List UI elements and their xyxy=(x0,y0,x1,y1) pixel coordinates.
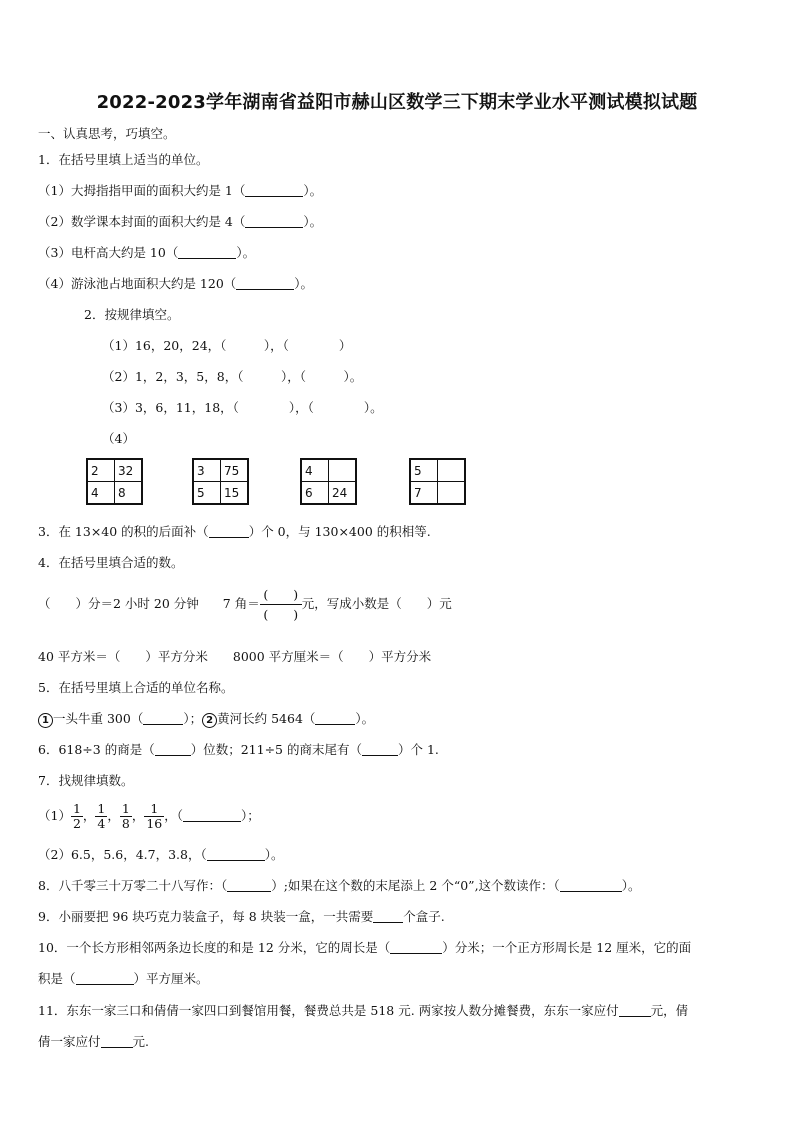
answer-blank[interactable] xyxy=(155,742,191,756)
answer-blank[interactable] xyxy=(143,711,183,725)
fraction: $\frac{1}{2}$ xyxy=(72,801,81,831)
question-6: 6．618÷3 的商是（ ）位数；211÷5 的商末尾有（ ）个 1. xyxy=(38,742,439,757)
answer-blank[interactable] xyxy=(236,276,294,290)
grid-cell: 7 xyxy=(410,482,438,505)
grid-cell: 15 xyxy=(221,482,249,505)
grid-cell-blank[interactable] xyxy=(438,482,466,505)
grid-cell-blank[interactable] xyxy=(329,459,357,482)
question-1-item-2: （2）数学课本封面的面积大约是 4（ ）。 xyxy=(38,214,323,229)
circled-one-icon: 1 xyxy=(38,713,53,728)
question-10-line-1: 10．一个长方形相邻两条边长度的和是 12 分米，它的周长是（ ）分米；一个正方形周长是 12 厘米，它的面 xyxy=(38,940,692,955)
grid-cell: 6 xyxy=(301,482,329,505)
question-2-item-3: （3）3，6，11，18，（ ），（ ）。 xyxy=(102,400,383,415)
question-2-stem: 2．按规律填空。 xyxy=(84,307,180,322)
question-5-items: 1 一头牛重 300（ ）； 2 黄河长约 5464（ ）。 xyxy=(38,709,374,728)
answer-blank[interactable] xyxy=(207,847,265,861)
question-3: 3．在 13×40 的积的后面补（ ）个 0，与 130×400 的积相等. xyxy=(38,524,431,539)
fraction-blank[interactable]: ( ) ( ) xyxy=(260,585,302,624)
question-2-item-2: （2）1，2，3，5，8，（ ），（ ）。 xyxy=(102,369,363,384)
question-2-item-1: （1）16，20，24，（ ），（ ） xyxy=(102,338,352,353)
question-7-stem: 7．找规律填数。 xyxy=(38,773,134,788)
fraction: $\frac{1}{8}$ xyxy=(121,801,130,831)
grid-cell: 32 xyxy=(115,459,143,482)
question-5-stem: 5．在括号里填上合适的单位名称。 xyxy=(38,680,234,695)
grid-cell-blank[interactable] xyxy=(438,459,466,482)
answer-blank[interactable] xyxy=(183,808,241,822)
question-1-item-4: （4）游泳池占地面积大约是 120（ ）。 xyxy=(38,276,314,291)
number-grid-4 xyxy=(409,458,466,505)
answer-blank[interactable] xyxy=(178,245,236,259)
grid-cell: 75 xyxy=(221,459,249,482)
answer-blank[interactable] xyxy=(362,742,398,756)
question-2-item-4: （4） xyxy=(102,431,135,446)
section-heading: 一、认真思考，巧填空。 xyxy=(38,126,176,141)
number-grid-3 xyxy=(300,458,357,505)
question-1-stem: 1．在括号里填上适当的单位。 xyxy=(38,152,209,167)
question-1-item-3: （3）电杆高大约是 10（ ）。 xyxy=(38,245,256,260)
answer-blank[interactable] xyxy=(245,214,303,228)
answer-blank[interactable] xyxy=(390,940,442,954)
question-4-line-2: 40 平方米＝（ ）平方分米 8000 平方厘米＝（ ）平方分米 xyxy=(38,649,432,664)
question-7-line-1: （1） $\frac{1}{2}$ ， $\frac{1}{4}$ ， $\frac{1}{8}$ ， $\frac{1}{16}$ ，（ ）； xyxy=(38,801,260,831)
answer-blank[interactable] xyxy=(101,1034,133,1048)
page-title: 2022-2023学年湖南省益阳市赫山区数学三下期末学业水平测试模拟试题 xyxy=(96,92,698,113)
answer-blank[interactable] xyxy=(209,524,249,538)
question-4-stem: 4．在括号里填合适的数。 xyxy=(38,555,184,570)
fraction: $\frac{1}{4}$ xyxy=(97,801,106,831)
question-4-line-1: （ ）分＝2 小时 20 分钟 7 角＝ ( ) ( ) 元，写成小数是（ ）元 xyxy=(38,587,452,622)
fraction: $\frac{1}{16}$ xyxy=(146,801,163,831)
answer-blank[interactable] xyxy=(619,1003,651,1017)
circled-two-icon: 2 xyxy=(202,713,217,728)
question-11-line-1: 11．东东一家三口和倩倩一家四口到餐馆用餐，餐费总共是 518 元. 两家按人数分摊餐费，东东一家应付 元，倩 xyxy=(38,1003,689,1018)
number-grid-1 xyxy=(86,458,143,505)
question-8: 8．八千零三十万零二十八写作：（ ）;如果在这个数的末尾添上 2 个“0”,这个数读作：（ ）。 xyxy=(38,878,641,893)
number-grid-2 xyxy=(192,458,249,505)
answer-blank[interactable] xyxy=(315,711,355,725)
grid-cell: 3 xyxy=(193,459,221,482)
question-7-line-2: （2）6.5，5.6，4.7，3.8，（ ）。 xyxy=(38,847,284,862)
grid-cell: 5 xyxy=(410,459,438,482)
answer-blank[interactable] xyxy=(245,183,303,197)
grid-cell: 2 xyxy=(87,459,115,482)
answer-blank[interactable] xyxy=(227,878,271,892)
grid-cell: 8 xyxy=(115,482,143,505)
grid-cell: 24 xyxy=(329,482,357,505)
question-10-line-2: 积是（ ）平方厘米。 xyxy=(38,971,209,986)
question-9: 9．小丽要把 96 块巧克力装盒子，每 8 块装一盒，一共需要 个盒子. xyxy=(38,909,445,924)
question-1-item-1: （1）大拇指指甲面的面积大约是 1（ ）。 xyxy=(38,183,323,198)
grid-cell: 5 xyxy=(193,482,221,505)
grid-cell: 4 xyxy=(87,482,115,505)
grid-cell: 4 xyxy=(301,459,329,482)
answer-blank[interactable] xyxy=(373,909,403,923)
question-11-line-2: 倩一家应付 元. xyxy=(38,1034,149,1049)
answer-blank[interactable] xyxy=(560,878,622,892)
answer-blank[interactable] xyxy=(76,971,134,985)
